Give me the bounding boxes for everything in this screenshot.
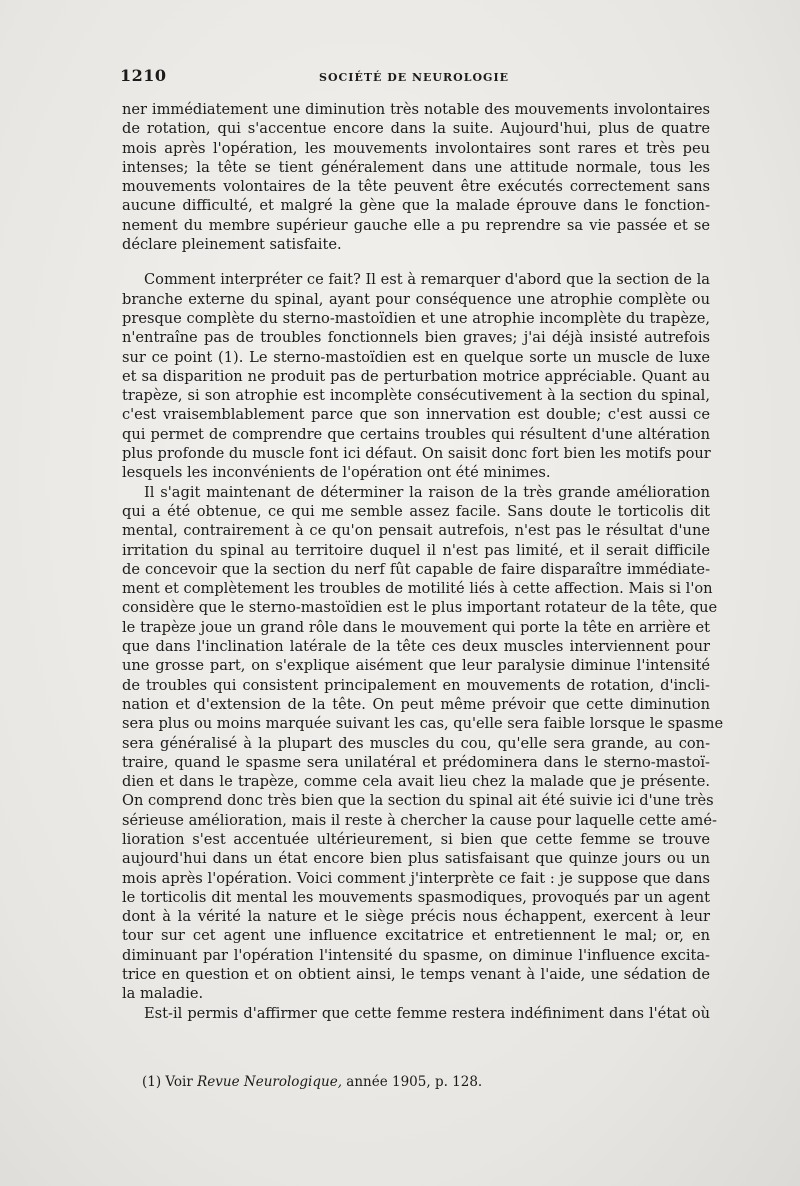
text-line: presque complète du sterno-mastoïdien et une atrophie incomplète du trapèze,	[122, 309, 710, 327]
footnote	[142, 1074, 482, 1090]
text-line: de rotation, qui s'accentue encore dans la suite. Aujourd'hui, plus de quatre	[122, 120, 710, 138]
text-line: une grosse part, on s'explique aisément que leur paralysie diminue l'intensité	[122, 657, 710, 675]
paragraph-1	[122, 100, 710, 254]
text-line: mental, contrairement à ce qu'on pensait autrefois, n'est pas le résultat d'une	[122, 522, 710, 540]
text-line: déclare pleinement satisfaite.	[122, 236, 342, 254]
footnote-prefix: Voir	[165, 1074, 193, 1090]
text-line: Comment interpréter ce fait? Il est à remarquer d'abord que la section de la	[144, 271, 710, 289]
text-line: et sa disparition ne produit pas de perturbation motrice appréciable. Quant au	[122, 367, 710, 385]
footnote-journal: Revue Neurologique,	[197, 1074, 342, 1090]
text-line: trice en question et on obtient ainsi, le temps venant à l'aide, une sédation de	[122, 966, 710, 984]
page-header	[120, 66, 708, 88]
text-line: dont à la vérité la nature et le siège précis nous échappent, exercent à leur	[122, 908, 710, 926]
text-line: que dans l'inclination latérale de la tête ces deux muscles interviennent pour	[122, 638, 710, 656]
text-line: le trapèze joue un grand rôle dans le mouvement qui porte la tête en arrière et	[122, 618, 710, 636]
text-line: mois après l'opération. Voici comment j'interprète ce fait : je suppose que dans	[122, 869, 710, 887]
text-line: lioration s'est accentuée ultérieurement, si bien que cette femme se trouve	[122, 830, 710, 848]
text-line: considère que le sterno-mastoïdien est le plus important rotateur de la tête, que	[122, 599, 718, 617]
text-line: de concevoir que la section du nerf fût capable de faire disparaître immédiate-	[122, 560, 710, 578]
text-line: Il s'agit maintenant de déterminer la raison de la très grande amélioration	[144, 483, 710, 501]
text-line: traire, quand le spasme sera unilatéral et prédominera dans le sterno-mastoï-	[122, 753, 710, 771]
text-line: intenses; la tête se tient généralement dans une attitude normale, tous les	[122, 158, 710, 176]
text-line: On comprend donc très bien que la section du spinal ait été suivie ici d'une très	[122, 792, 714, 810]
text-line: aujourd'hui dans un état encore bien plus satisfaisant que quinze jours ou un	[122, 850, 710, 868]
text-line: tour sur cet agent une influence excitatrice et entretiennent le mal; or, en	[122, 927, 710, 945]
text-line: c'est vraisemblablement parce que son innervation est double; c'est aussi ce	[122, 406, 710, 424]
text-line: sera plus ou moins marquée suivant les cas, qu'elle sera faible lorsque le spasme	[122, 715, 724, 733]
text-line: trapèze, si son atrophie est incomplète consécutivement à la section du spinal,	[122, 387, 710, 405]
paragraph-2	[122, 270, 710, 289]
text-line: de troubles qui consistent principalement en mouvements de rotation, d'incli-	[122, 676, 710, 694]
paragraph-4	[122, 1004, 710, 1023]
text-line: ner immédiatement une diminution très notable des mouvements involontaires	[122, 101, 710, 118]
text-line: lesquels les inconvénients de l'opération ont été minimes.	[122, 464, 551, 482]
text-line: dien et dans le trapèze, comme cela avait lieu chez la malade que je présente.	[122, 773, 710, 791]
page-number: 1210	[120, 66, 167, 85]
running-head: SOCIÉTÉ DE NEUROLOGIE	[319, 71, 509, 84]
text-line: qui a été obtenue, ce qui me semble assez facile. Sans doute le torticolis dit	[122, 502, 710, 520]
text-line: la maladie.	[122, 985, 204, 1003]
text-line: n'entraîne pas de troubles fonctionnels bien graves; j'ai déjà insisté autrefois	[122, 329, 710, 347]
text-line: le torticolis dit mental les mouvements spasmodiques, provoqués par un agent	[122, 888, 710, 906]
text-line: diminuant par l'opération l'intensité du spasme, on diminue l'influence excita-	[122, 946, 710, 964]
paragraph-3-first	[122, 483, 710, 502]
text-line: sérieuse amélioration, mais il reste à chercher la cause pour laquelle cette amé-	[122, 811, 717, 829]
text-line: irritation du spinal au territoire duquel il n'est pas limité, et il serait difficile	[122, 541, 710, 559]
paragraph-spacer	[122, 254, 710, 270]
text-line: plus profonde du muscle font ici défaut. On saisit donc fort bien les motifs pour	[122, 445, 711, 463]
text-line: Est-il permis d'affirmer que cette femme restera indéfiniment dans l'état où	[144, 1004, 710, 1022]
text-line: mouvements volontaires de la tête peuvent être exécutés correctement sans	[122, 178, 710, 196]
text-line: sur ce point (1). Le sterno-mastoïdien est en quelque sorte un muscle de luxe	[122, 348, 710, 366]
paragraph-3-body	[122, 502, 724, 1004]
text-line: mois après l'opération, les mouvements involontaires sont rares et très peu	[122, 139, 710, 157]
footnote-marker: (1)	[142, 1074, 162, 1090]
text-line: branche externe du spinal, ayant pour conséquence une atrophie complète ou	[122, 290, 710, 308]
text-line: aucune difficulté, et malgré la gène que la malade éprouve dans le fonction-	[122, 197, 710, 215]
text-line: qui permet de comprendre que certains troubles qui résultent d'une altération	[122, 425, 710, 443]
body-text	[122, 100, 724, 1023]
paragraph-2-body	[122, 290, 710, 483]
text-line: nation et d'extension de la tête. On peut même prévoir que cette diminution	[122, 695, 710, 713]
text-line: sera généralisé à la plupart des muscles du cou, qu'elle sera grande, au con-	[122, 734, 710, 752]
text-line: ment et complètement les troubles de motilité liés à cette affection. Mais si l'on	[122, 580, 713, 598]
footnote-suffix: année 1905, p. 128.	[346, 1074, 483, 1090]
text-line: nement du membre supérieur gauche elle a pu reprendre sa vie passée et se	[122, 216, 710, 234]
